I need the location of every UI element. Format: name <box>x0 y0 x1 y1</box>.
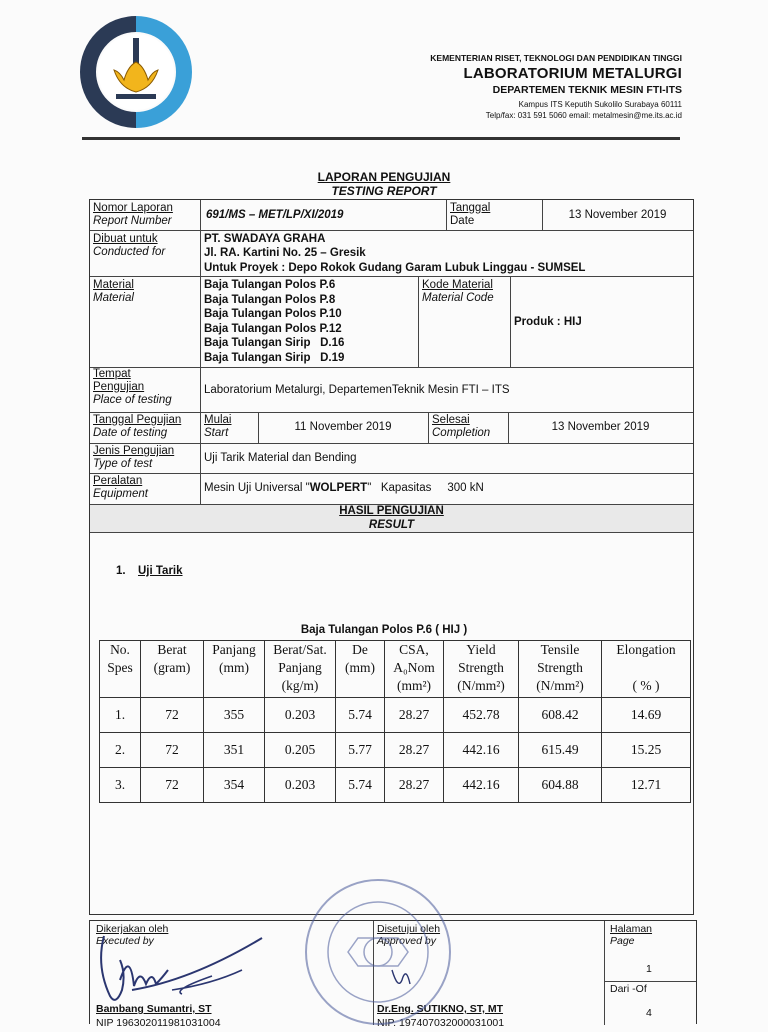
material-item: Baja Tulangan Polos P.12 <box>204 322 342 335</box>
cell: 12.71 <box>602 768 691 803</box>
cell: 452.78 <box>444 698 519 733</box>
cell: 28.27 <box>385 733 444 768</box>
place-label-2: Pengujian <box>93 381 145 393</box>
page-label: Halaman <box>610 923 653 935</box>
project-name: Untuk Proyek : Depo Rokok Gudang Garam Lubuk Linggau - SUMSEL <box>204 262 586 274</box>
executor-nip: NIP 196302011981031004 <box>96 1017 221 1029</box>
result-heading: HASIL PENGUJIAN <box>339 505 444 517</box>
approved-by-label: Disetujui oleh <box>377 923 441 935</box>
its-logo <box>80 14 192 130</box>
client-address: Jl. RA. Kartini No. 25 – Gresik <box>204 247 366 259</box>
client-company: PT. SWADAYA GRAHA <box>204 233 326 245</box>
date-label-en: Date <box>450 215 475 227</box>
test-type: Uji Tarik Material dan Bending <box>204 452 357 464</box>
page-total: 4 <box>646 1007 652 1019</box>
col-header: Berat/Sat. Panjang (kg/m) <box>265 641 336 698</box>
col-header: Yield Strength (N/mm²) <box>444 641 519 698</box>
material-item: Baja Tulangan Polos P.8 <box>204 293 336 306</box>
cell: 0.203 <box>265 698 336 733</box>
cell: 351 <box>204 733 265 768</box>
material-code: Produk : HIJ <box>514 316 582 328</box>
material-item: Baja Tulangan Sirip D.19 <box>204 351 345 364</box>
test-type-label-en: Type of test <box>93 458 153 470</box>
report-subtitle: TESTING REPORT <box>331 184 437 198</box>
cell: 354 <box>204 768 265 803</box>
table-row <box>100 768 691 803</box>
cell: 608.42 <box>519 698 602 733</box>
completion-label: Selesai <box>432 414 470 426</box>
place-label-en: Place of testing <box>93 394 172 406</box>
cell: 442.16 <box>444 733 519 768</box>
cell: 3. <box>100 768 141 803</box>
table-title: Baja Tulangan Polos P.6 ( HIJ ) <box>300 624 468 636</box>
col-header: No. Spes <box>100 641 141 698</box>
place-label-1: Tempat <box>93 368 131 380</box>
completion-date: 13 November 2019 <box>551 421 650 433</box>
table-header-row <box>100 641 691 698</box>
result-heading-en: RESULT <box>368 519 415 531</box>
cell: 604.88 <box>519 768 602 803</box>
report-number-label: Nomor Laporan <box>93 202 173 214</box>
col-header: CSA, A₀Nom (mm²) <box>385 641 444 698</box>
equipment-capacity: " Kapasitas 300 kN <box>367 482 484 494</box>
ministry-name: KEMENTERIAN RISET, TEKNOLOGI DAN PENDIDIKAN TINGGI <box>430 53 682 63</box>
of-label: Dari -Of <box>610 983 647 995</box>
cell: 72 <box>141 768 204 803</box>
test-type-label: Jenis Pengujian <box>93 445 175 457</box>
department-name: DEPARTEMEN TEKNIK MESIN FTI-ITS <box>492 84 682 96</box>
cell: 15.25 <box>602 733 691 768</box>
cell: 5.74 <box>336 768 385 803</box>
cell: 14.69 <box>602 698 691 733</box>
section-title: Uji Tarik <box>138 565 183 577</box>
report-date: 13 November 2019 <box>568 209 667 221</box>
tensile-results-table <box>99 640 691 803</box>
testing-date-label: Tanggal Pegujian <box>93 414 182 426</box>
start-label: Mulai <box>204 414 232 426</box>
table-row <box>100 698 691 733</box>
material-label-en: Material <box>93 292 134 304</box>
cell: 28.27 <box>385 698 444 733</box>
table-row <box>100 733 691 768</box>
report-number-label-en: Report Number <box>93 215 172 227</box>
page-number: 1 <box>646 963 652 975</box>
equipment-brand: WOLPERT <box>309 482 368 494</box>
campus-address: Kampus ITS Keputih Sukolilo Surabaya 60111 <box>518 100 682 109</box>
cell: 0.203 <box>265 768 336 803</box>
contact-info: Telp/fax: 031 591 5060 email: metalmesin@me.its.ac.id <box>485 111 682 120</box>
report-number: 691/MS – MET/LP/XI/2019 <box>206 209 344 221</box>
testing-date-label-en: Date of testing <box>93 427 168 439</box>
handwritten-signatures <box>92 920 412 1024</box>
cell: 442.16 <box>444 768 519 803</box>
equipment-label-en: Equipment <box>93 488 148 500</box>
lab-name: LABORATORIUM METALURGI <box>463 65 682 82</box>
testing-place: Laboratorium Metalurgi, DepartemenTeknik Mesin FTI – ITS <box>204 384 510 396</box>
cell: 72 <box>141 698 204 733</box>
executor-name: Bambang Sumantri, ST <box>96 1003 212 1015</box>
equipment-label: Peralatan <box>93 475 143 487</box>
conducted-for-label: Dibuat untuk <box>93 233 158 245</box>
cell: 355 <box>204 698 265 733</box>
approver-nip: NIP. 197407032000031001 <box>377 1017 505 1029</box>
cell: 5.74 <box>336 698 385 733</box>
executed-by-label-en: Executed by <box>96 935 154 947</box>
start-date: 11 November 2019 <box>294 421 392 433</box>
cell: 0.205 <box>265 733 336 768</box>
material-code-label: Kode Material <box>422 279 493 291</box>
material-label: Material <box>93 279 134 291</box>
section-number: 1. <box>116 565 126 577</box>
report-info-box <box>89 199 694 915</box>
cell: 28.27 <box>385 768 444 803</box>
approved-by-label-en: Approved by <box>377 935 436 947</box>
executed-by-label: Dikerjakan oleh <box>96 923 169 935</box>
equipment <box>204 481 484 496</box>
conducted-for-label-en: Conducted for <box>93 246 166 258</box>
header-divider <box>82 137 680 140</box>
col-header: Tensile Strength (N/mm²) <box>519 641 602 698</box>
material-item: Baja Tulangan Sirip D.16 <box>204 337 345 349</box>
start-label-en: Start <box>204 427 229 439</box>
cell: 615.49 <box>519 733 602 768</box>
cell: 2. <box>100 733 141 768</box>
page-label-en: Page <box>610 935 635 947</box>
date-label: Tanggal <box>450 202 491 214</box>
report-title: LAPORAN PENGUJIAN <box>317 170 451 184</box>
cell: 72 <box>141 733 204 768</box>
col-header: Panjang (mm) <box>204 641 265 698</box>
col-header: De (mm) <box>336 641 385 698</box>
cell: 5.77 <box>336 733 385 768</box>
equipment-prefix: Mesin Uji Universal " <box>204 482 310 494</box>
material-list <box>204 278 344 365</box>
material-item: Baja Tulangan Polos P.6 <box>204 279 336 291</box>
approver-name: Dr.Eng. SUTIKNO, ST, MT <box>377 1003 504 1015</box>
cell: 1. <box>100 698 141 733</box>
completion-label-en: Completion <box>432 427 491 439</box>
material-item: Baja Tulangan Polos P.10 <box>204 308 342 320</box>
col-header: Elongation ( % ) <box>602 641 691 698</box>
material-code-label-en: Material Code <box>422 292 494 304</box>
col-header: Berat (gram) <box>141 641 204 698</box>
